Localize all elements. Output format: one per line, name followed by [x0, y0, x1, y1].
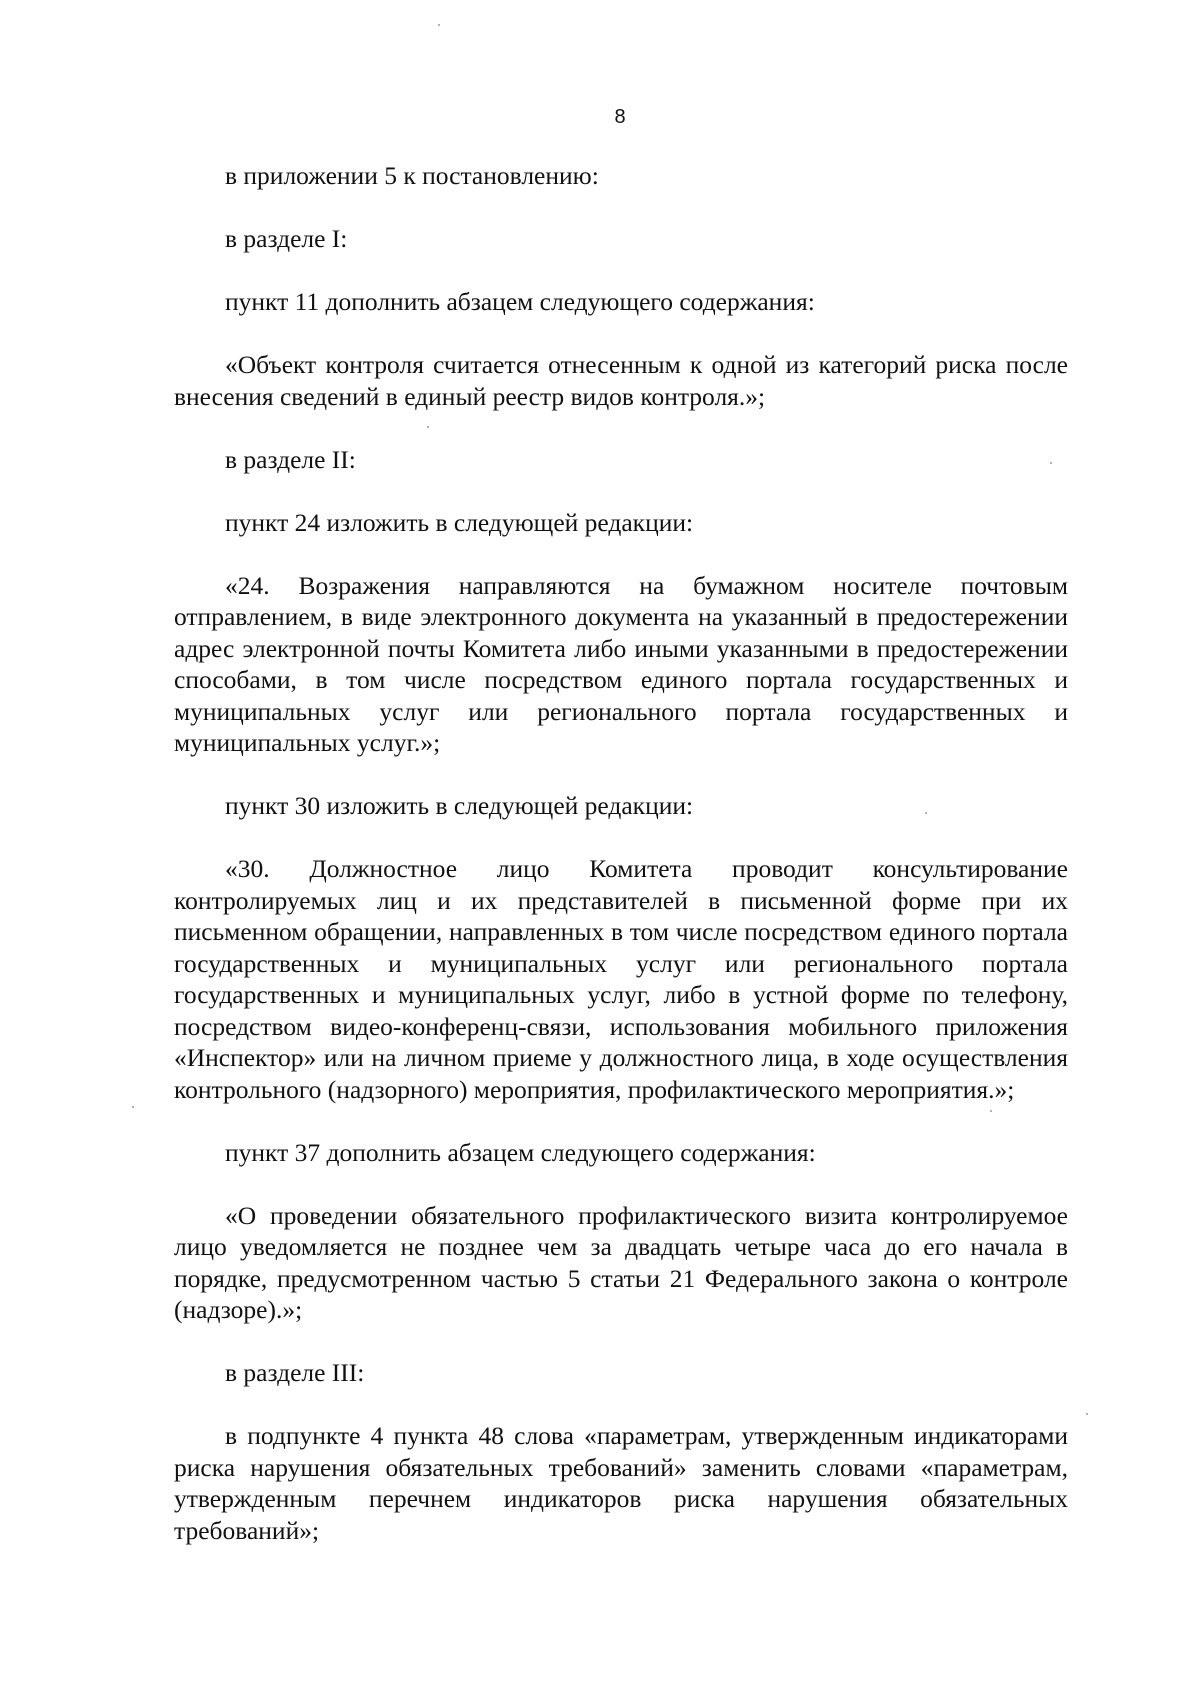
paragraph-section-2: в разделе II: [225, 444, 356, 474]
document-body [174, 160, 1068, 1578]
paragraph-item-30-heading: пункт 30 изложить в следующей редакции: [225, 791, 694, 820]
paragraph-item-37-text: «О проведении обязательного профилактического визита контролируемое лицо уведомляется не позднее чем за двадцать четыре часа до его начала в порядке, предусмотренном частью 5 статьи 21 Федерального закона о контроле (надзоре).»; [174, 1200, 1068, 1324]
scan-speck [132, 1106, 134, 1108]
scan-speck [438, 24, 440, 26]
scan-speck [1086, 1413, 1088, 1415]
scan-speck [990, 1110, 992, 1112]
paragraph-item-24-heading: пункт 24 изложить в следующей редакции: [225, 507, 694, 537]
paragraph-item-11-heading: пункт 11 дополнить абзацем следующего содержания: [225, 287, 815, 316]
paragraph-item-37-heading: пункт 37 дополнить абзацем следующего содержания: [225, 1137, 816, 1167]
paragraph-section-1: в разделе I: [225, 224, 348, 253]
scan-speck [925, 812, 927, 814]
paragraph-item-24-text: «24. Возражения направляются на бумажном носителе почтовым отправлением, в виде электронного документа на указанный в предостережении адрес электронной почты Комитета либо иными указанными в предостережении способами, в том числе посредством единого портала государственных и муниципальных услуг или регионального портала государственных и муниципальных услуг.»; [174, 570, 1068, 757]
paragraph-item-30-text: «30. Должностное лицо Комитета проводит консультирование контролируемых лиц и их представителей в письменной форме при их письменном обращении, направленных в том числе посредством единого портала государственных и муниципальных услуг или регионального портала государственных и муниципальных услуг, либо в устной форме по телефону, посредством видео-конференц-связи, использования мобильного приложения «Инспектор» или на личном приеме у должностного лица, в ходе осуществления контрольного (надзорного) мероприятия, профилактического мероприятия.»; [174, 854, 1068, 1104]
page-number: 8 [614, 106, 626, 128]
paragraph-appendix-intro: в приложении 5 к постановлению: [225, 161, 599, 190]
paragraph-section-3: в разделе III: [225, 1358, 365, 1387]
paragraph-item-11-text: «Объект контроля считается отнесенным к одной из категорий риска после внесения сведений в единый реестр видов контроля.»; [174, 350, 1068, 411]
scan-speck [427, 426, 429, 428]
scan-speck [1050, 462, 1052, 464]
paragraph-item-48-text: в подпункте 4 пункта 48 слова «параметрам, утвержденным индикаторами риска нарушения обязательных требований» заменить словами «параметрам, утвержденным перечнем индикаторов риска нарушения обязательных требований»; [174, 1421, 1068, 1545]
